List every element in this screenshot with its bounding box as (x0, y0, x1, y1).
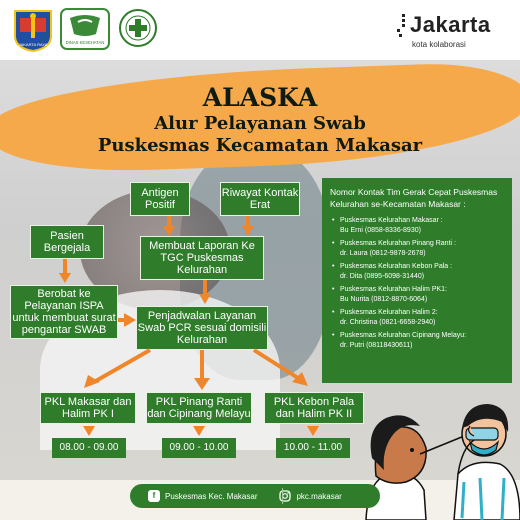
contact-person: Bu Nurita (0812-8870-6064) (340, 296, 428, 303)
facebook-icon: f (148, 490, 160, 502)
jakarta-wordmark: Jakarta (410, 12, 491, 37)
box-pasien-bergejala (30, 225, 104, 259)
facebook-link[interactable] (148, 490, 257, 502)
instagram-link[interactable] (279, 490, 341, 502)
arrow-pkl1-to-time (83, 426, 95, 436)
box-pkl3-label: PKL Kebon Pala dan Halim PK II (273, 396, 355, 420)
title-line-1: Alur Pelayanan Swab (154, 113, 366, 134)
box-riwayat-kontak (220, 182, 300, 216)
contact-panel (322, 178, 512, 383)
contact-name: • Puskesmas Kelurahan Cipinang Melayu: (340, 332, 467, 339)
contact-list (330, 216, 504, 351)
arrow-berobat-to-penjadwalan (124, 313, 136, 327)
title-main: ALASKA (202, 83, 318, 112)
box-membuat-laporan (140, 236, 264, 280)
arrow-pkl3-to-time (307, 426, 319, 436)
contact-name: • Puskesmas Kelurahan Halim PK1: (340, 286, 447, 293)
box-antigen-label: Antigen Positif (141, 187, 179, 211)
contact-item (340, 308, 504, 328)
contact-name: • Puskesmas Kelurahan Makasar : (340, 217, 443, 224)
footer-divider (282, 488, 283, 504)
jakarta-brand (396, 10, 506, 49)
arrow-riwayat-to-laporan (242, 226, 254, 236)
arrow-pasien-shaft (63, 259, 67, 273)
instagram-label: pkc.makasar (296, 491, 342, 501)
contact-person: dr. Putri (08118430611) (340, 342, 413, 349)
time-slot-3: 10.00 - 11.00 (276, 438, 350, 458)
arrow-riwayat-shaft (246, 216, 250, 226)
contact-item (340, 216, 504, 236)
box-pkl1-label: PKL Makasar dan Halim PK I (44, 396, 132, 420)
contact-item (340, 285, 504, 305)
contact-person: dr. Dita (0895-6098-31440) (340, 273, 425, 280)
puskesmas-logo (118, 8, 158, 48)
arrow-laporan-to-penjadwalan (199, 294, 211, 304)
box-pkl-makasar (40, 392, 136, 424)
footer-social-bar (130, 484, 380, 508)
arrow-laporan-shaft (203, 280, 207, 294)
time-slot-1: 08.00 - 09.00 (52, 438, 126, 458)
contact-person: Bu Erni (0858-8336-8930) (340, 227, 421, 234)
box-pkl2-label: PKL Pinang Ranti dan Cipinang Melayu (147, 396, 251, 420)
time-slot-2: 09.00 - 10.00 (162, 438, 236, 458)
facebook-label: Puskesmas Kec. Makasar (165, 491, 258, 501)
box-antigen-positif (130, 182, 190, 216)
contact-name: • Puskesmas Kelurahan Pinang Ranti : (340, 240, 456, 247)
jakarta-mark-icon (396, 14, 406, 38)
contact-name: • Puskesmas Kelurahan Halim 2: (340, 309, 438, 316)
title-line-2: Puskesmas Kecamatan Makasar (97, 135, 423, 156)
svg-text:DINAS KESEHATAN: DINAS KESEHATAN (65, 40, 105, 45)
arrow-antigen-to-laporan (163, 226, 175, 236)
contact-item (340, 262, 504, 282)
arrow-pasien-to-berobat (59, 273, 71, 283)
arrow-antigen-shaft (167, 216, 171, 226)
box-laporan-label: Membuat Laporan Ke TGC Puskesmas Kelurahan (149, 240, 255, 276)
contact-item (340, 239, 504, 259)
header (0, 0, 520, 60)
contact-person: dr. Laura (0812-9878-2678) (340, 250, 426, 257)
arrows-penjadwalan-to-pkl (80, 348, 320, 392)
box-pkl-kebon-pala (264, 392, 364, 424)
box-penjadwalan-label: Penjadwalan Layanan Swab PCR sesuai domisili Kelurahan (137, 310, 267, 346)
dinas-kesehatan-logo (60, 8, 110, 50)
box-riwayat-label: Riwayat Kontak Erat (221, 187, 299, 211)
box-pasien-label: Pasien Bergejala (43, 230, 91, 254)
box-pkl-pinang-ranti (146, 392, 252, 424)
svg-text:JAKARTA RAYA: JAKARTA RAYA (18, 42, 48, 47)
jakarta-tagline: kota kolaborasi (412, 40, 466, 49)
dki-jakarta-logo (12, 8, 54, 52)
box-berobat-ispa (10, 285, 118, 339)
contact-name: • Puskesmas Kelurahan Kebon Pala : (340, 263, 453, 270)
contact-person: dr. Christina (0821-6658-2940) (340, 319, 436, 326)
contact-heading: Nomor Kontak Tim Gerak Cepat Puskesmas Kelurahan se-Kecamatan Makasar : (330, 187, 498, 209)
contact-item (340, 331, 504, 351)
arrow-pkl2-to-time (193, 426, 205, 436)
box-berobat-label: Berobat ke Pelayanan ISPA untuk membuat surat pengantar SWAB (12, 288, 116, 336)
swab-test-illustration (362, 378, 520, 520)
box-penjadwalan (136, 306, 268, 350)
